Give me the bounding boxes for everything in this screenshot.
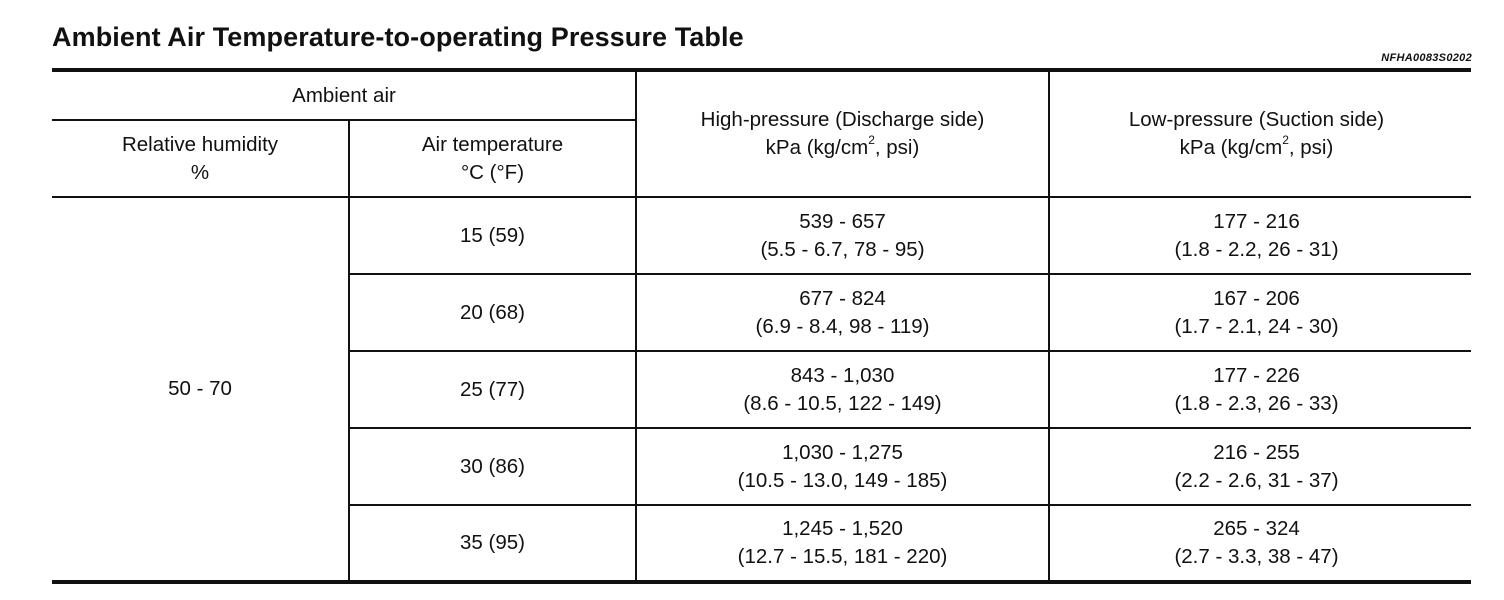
low-pressure-kpa: 177 - 216 [1213,209,1300,233]
high-pressure-kpa: 539 - 657 [799,209,886,233]
low-pressure-kpa: 167 - 206 [1213,286,1300,310]
air-temperature-header [350,121,635,196]
temperature-value: 25 (77) [460,377,525,401]
air-temperature-label: Air temperature [421,132,564,156]
high-pressure-unit: kPa ($kg/cm^2$, psi) [765,133,920,159]
temperature-value: 35 (95) [460,531,525,554]
low-pressure-alt: (1.8 - 2.2, 26 - 31) [1174,237,1339,261]
temperature-value: 20 (68) [460,300,525,324]
low-pressure-unit: kPa ($kg/cm^2$, psi) [1179,133,1334,159]
relative-humidity-label: Relative humidity [121,132,279,156]
low-pressure-cell [1050,198,1463,273]
high-pressure-cell [637,429,1048,504]
low-pressure-alt: (1.7 - 2.1, 24 - 30) [1174,314,1339,338]
low-pressure-cell [1050,275,1463,350]
low-pressure-cell [1050,429,1463,504]
high-pressure-alt: (10.5 - 13.0, 149 - 185) [737,468,948,492]
page-title: Ambient Air Temperature-to-operating Pressure Table [52,22,744,52]
humidity-value: 50 - 70 [168,377,232,400]
temperature-value: 30 (86) [460,454,525,478]
low-pressure-cell [1050,352,1463,427]
air-temperature-unit: °C (°F) [460,160,525,184]
ambient-air-header [52,72,636,119]
high-pressure-cell [637,506,1048,580]
ambient-air-label: Ambient air [292,83,396,107]
temperature-cell [350,198,635,273]
low-pressure-alt: (2.2 - 2.6, 31 - 37) [1174,468,1339,492]
high-pressure-kpa: 843 - 1,030 [790,363,895,387]
low-pressure-kpa: 265 - 324 [1213,517,1300,540]
high-pressure-alt: (8.6 - 10.5, 122 - 149) [743,391,942,415]
high-pressure-kpa: 1,245 - 1,520 [782,517,903,540]
temperature-cell [350,506,635,580]
high-pressure-kpa: 1,030 - 1,275 [782,440,903,464]
temperature-cell [350,352,635,427]
reference-code: NFHA0083S0202 [1381,52,1472,64]
high-pressure-header [637,72,1048,196]
high-pressure-cell [637,198,1048,273]
temperature-cell [350,275,635,350]
humidity-value-cell [52,198,348,580]
table-bottom-border [52,580,1471,584]
high-pressure-alt: (6.9 - 8.4, 98 - 119) [755,314,930,338]
temperature-cell [350,429,635,504]
high-pressure-kpa: 677 - 824 [799,286,886,310]
temperature-value: 15 (59) [460,223,525,247]
low-pressure-cell [1050,506,1463,580]
low-pressure-label: Low-pressure (Suction side) [1128,108,1385,131]
relative-humidity-unit: % [190,160,210,184]
high-pressure-alt: (12.7 - 15.5, 181 - 220) [737,545,948,568]
relative-humidity-header [52,121,348,196]
low-pressure-header [1050,72,1463,196]
high-pressure-cell [637,352,1048,427]
high-pressure-label: High-pressure (Discharge side) [700,108,985,131]
low-pressure-alt: (2.7 - 3.3, 38 - 47) [1174,545,1339,568]
high-pressure-alt: (5.5 - 6.7, 78 - 95) [760,237,925,261]
high-pressure-cell [637,275,1048,350]
low-pressure-alt: (1.8 - 2.3, 26 - 33) [1174,391,1339,415]
low-pressure-kpa: 216 - 255 [1213,440,1300,464]
low-pressure-kpa: 177 - 226 [1213,363,1300,387]
